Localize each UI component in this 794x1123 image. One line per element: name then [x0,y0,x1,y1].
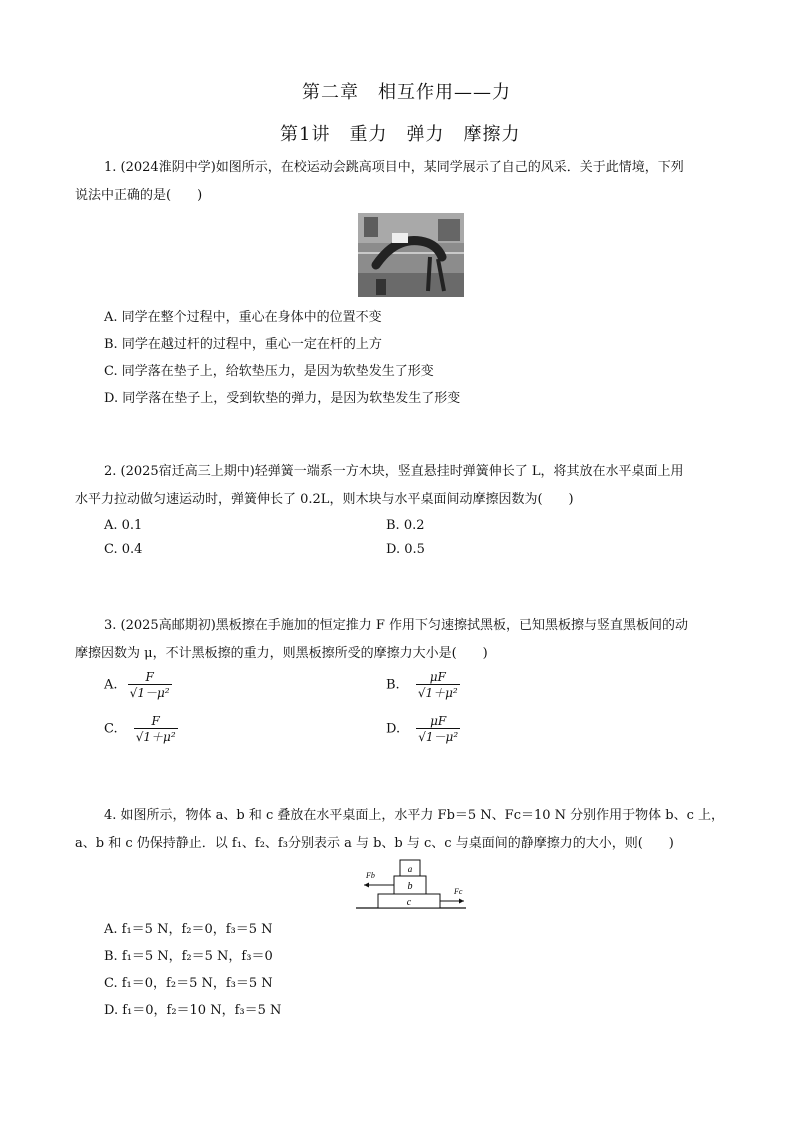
q3-option-a[interactable] [104,670,172,700]
q2-stem-line2: 水平力拉动做匀速运动时，弹簧伸长了 0.2L，则木块与水平桌面间动摩擦因数为( ) [75,492,574,507]
q3-option-b-numerator: μF [429,670,446,684]
block-b-label: b [407,881,413,892]
q4-option-b[interactable]: B. f₁＝5 N，f₂＝5 N，f₃＝0 [104,949,273,964]
force-c-arrowhead [459,899,464,904]
q3-option-b-label: B. [386,677,400,693]
lesson-title: 第1讲 重力 弹力 摩擦力 [280,124,521,145]
q3-option-a-numerator: F [145,670,154,684]
q1-option-c[interactable]: C. 同学落在垫子上，给软垫压力，是因为软垫发生了形变 [104,364,434,379]
q4-blocks-diagram [352,856,468,912]
q3-option-a-denominator: √1－μ² [129,686,170,700]
q1-option-b[interactable]: B. 同学在越过杆的过程中，重心一定在杆的上方 [104,337,382,352]
q2-option-b[interactable]: B. 0.2 [386,518,425,533]
q1-option-a[interactable]: A. 同学在整个过程中，重心在身体中的位置不变 [104,310,382,325]
q3-option-d-fraction [416,714,460,744]
q3-option-d[interactable] [386,714,460,744]
q4-stem-line2: a、b 和 c 仍保持静止．以 f₁、f₂、f₃分别表示 a 与 b、b 与 c、c 与桌面间的静摩擦力的大小，则( ) [75,836,674,851]
q1-stem-line2: 说法中正确的是( ) [75,188,203,203]
q3-option-b-fraction [416,670,460,700]
q2-option-c[interactable]: C. 0.4 [104,542,143,557]
block-c-label: c [406,897,412,908]
q3-option-b[interactable] [386,670,460,700]
q3-option-d-denominator: √1－μ² [418,730,459,744]
q3-stem-line2: 摩擦因数为 μ，不计黑板擦的重力，则黑板擦所受的摩擦力大小是( ) [75,646,488,661]
q4-option-d[interactable]: D. f₁＝0，f₂＝10 N，f₃＝5 N [104,1003,282,1018]
q3-option-c[interactable] [104,714,178,744]
block-a-label: a [407,864,413,874]
q3-option-b-denominator: √1＋μ² [417,686,458,700]
q4-blocks-figure [352,856,468,912]
q1-option-d[interactable]: D. 同学落在垫子上，受到软垫的弹力，是因为软垫发生了形变 [104,391,461,406]
chapter-title: 第二章 相互作用——力 [302,82,511,103]
force-b-arrowhead [364,883,369,888]
q4-option-c[interactable]: C. f₁＝0，f₂＝5 N，f₃＝5 N [104,976,273,991]
q4-stem-line1: 4. 如图所示，物体 a、b 和 c 叠放在水平桌面上，水平力 Fb＝5 N、Fc＝10 N 分别作用于物体 b、c 上， [104,808,725,823]
q3-option-a-fraction [128,670,172,700]
q1-stem-line1: 1. (2024淮阴中学)如图所示，在校运动会跳高项目中，某同学展示了自己的风采．关于此情境，下列 [104,160,684,175]
q3-option-d-label: D. [386,721,401,737]
high-jump-photo [358,213,464,297]
q2-stem-line1: 2. (2025宿迁高三上期中)轻弹簧一端系一方木块，竖直悬挂时弹簧伸长了 L，将其放在水平桌面上用 [104,464,684,479]
q3-option-c-denominator: √1＋μ² [135,730,176,744]
q4-option-a[interactable]: A. f₁＝5 N，f₂＝0，f₃＝5 N [104,922,273,937]
q3-option-c-fraction [134,714,178,744]
q3-option-c-label: C. [104,721,118,737]
q2-option-a[interactable]: A. 0.1 [104,518,143,533]
high-jump-photo-icon [358,213,464,297]
q3-option-d-numerator: μF [430,714,447,728]
q2-option-d[interactable]: D. 0.5 [386,542,425,557]
q3-stem-line1: 3. (2025高邮期初)黑板擦在手施加的恒定推力 F 作用下匀速擦拭黑板，已知黑板擦与竖直黑板间的动 [104,618,689,633]
q3-option-c-numerator: F [151,714,160,728]
force-b-label: Fb [366,871,375,880]
force-c-label: Fc [454,887,463,896]
q3-option-a-label: A. [104,677,118,693]
